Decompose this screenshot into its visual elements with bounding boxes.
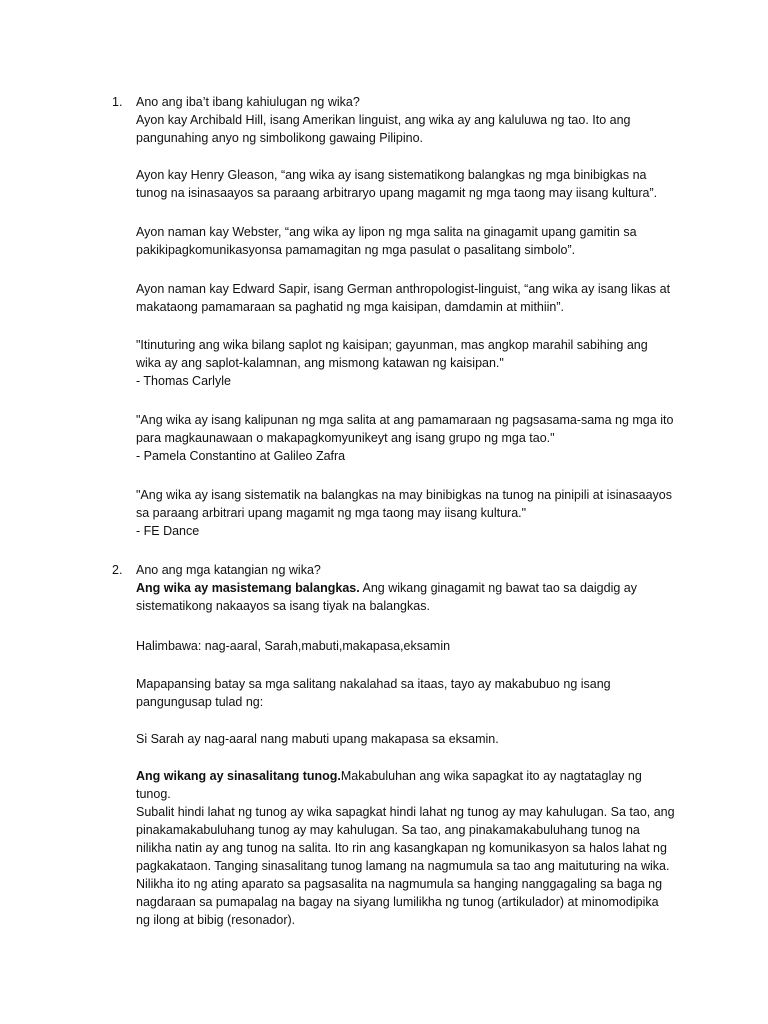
- question-2-number: 2.: [112, 563, 123, 577]
- mapapansin-paragraph: [136, 675, 676, 711]
- constantino-line-1: "Ang wika ay isang kalipunan ng mga salita at ang pamamaraan ng pagsasama-sama ng mga ito: [136, 413, 674, 427]
- gleason-line-1: Ayon kay Henry Gleason, “ang wika ay isang sistematikong balangkas ng mga binibigkas na: [136, 168, 647, 182]
- balangkas-line-2: sistematikong nakaayos sa isang tiyak na balangkas.: [136, 599, 430, 613]
- question-2-title: Ano ang mga katangian ng wika?: [136, 563, 321, 577]
- tunog-line-8: ng ilong at bibig (resonador).: [136, 913, 296, 927]
- example-sentence-paragraph: [136, 730, 676, 748]
- dance-line-1: "Ang wika ay isang sistematik na balangkas na may binibigkas na tunog na pinipili at isinasaayos: [136, 488, 672, 502]
- tunog-line-4: nilikha natin ay ang tunog na salita. Ito rin ang kasangkapan ng komunikasyon sa halos lahat ng: [136, 841, 667, 855]
- webster-line-1: Ayon naman kay Webster, “ang wika ay lipon ng mga salita na ginagamit upang gamitin sa: [136, 225, 637, 239]
- tunog-line-3: pinakamakabuluhang tunog ay may kahulugan. Sa tao, ang pinakamakabuluhang tunog na: [136, 823, 640, 837]
- tunog-line-2: Subalit hindi lahat ng tunog ay wika sapagkat hindi lahat ng tunog ay may kahulugan. Sa tao, ang: [136, 805, 675, 819]
- carlyle-quote: [136, 336, 676, 390]
- webster-paragraph: [136, 223, 676, 259]
- balangkas-text: Ang wikang ginagamit ng bawat tao sa daigdig ay: [359, 581, 637, 595]
- tunog-line-6: Nilikha ito ng ating aparato sa pagsasalita na nagmumula sa hanging nanggagaling sa baga ng: [136, 877, 663, 891]
- dance-attribution: - FE Dance: [136, 524, 200, 538]
- sapir-paragraph: [136, 280, 676, 316]
- mapapansin-line-2: pangungusap tulad ng:: [136, 695, 264, 709]
- carlyle-attribution: - Thomas Carlyle: [136, 374, 231, 388]
- constantino-quote: [136, 411, 676, 465]
- balangkas-heading: Ang wika ay masistemang balangkas.: [136, 581, 360, 595]
- tunog-line-7: nagdaraan sa pumapalag na bagay na siyang lumilikha ng tunog (artikulador) at minomodipika: [136, 895, 659, 909]
- gleason-paragraph: [136, 166, 676, 202]
- balangkas-line-1: [136, 579, 676, 597]
- gleason-line-2: tunog na isinasaayos sa paraang arbitraryo upang magamit ng mga taong may iisang kultura”.: [136, 186, 658, 200]
- halimbawa-line: Halimbawa: nag-aaral, Sarah,mabuti,makapasa,eksamin: [136, 639, 451, 653]
- sapir-line-1: Ayon naman kay Edward Sapir, isang German anthropologist-linguist, “ang wika ay isang likas at: [136, 282, 671, 296]
- hill-line-1: Ayon kay Archibald Hill, isang Amerikan linguist, ang wika ay ang kaluluwa ng tao. Ito ang: [136, 113, 631, 127]
- tunog-line-5: pagkakataon. Tanging sinasalitang tunog lamang na nagmumula sa tao ang maituturing na wika.: [136, 859, 670, 873]
- question-1-section: [136, 93, 676, 147]
- tunog-heading: Ang wikang ay sinasalitang tunog.: [136, 769, 341, 783]
- question-2-section: [136, 561, 676, 615]
- tunog-text: Makabuluhan ang wika sapagkat ito ay nagtataglay ng tunog.: [136, 769, 642, 801]
- webster-line-2: pakikipagkomunikasyonsa pamamagitan ng mga pasulat o pasalitang simbolo”.: [136, 243, 576, 257]
- constantino-attribution: - Pamela Constantino at Galileo Zafra: [136, 449, 346, 463]
- mapapansin-line-1: Mapapansing batay sa mga salitang nakalahad sa itaas, tayo ay makabubuo ng isang: [136, 677, 611, 691]
- question-1-number: 1.: [112, 95, 123, 109]
- hill-line-2: pangunahing anyo ng simbolikong gawaing Pilipino.: [136, 131, 424, 145]
- carlyle-line-2: wika ay ang saplot-kalamnan, ang mismong katawan ng kaisipan.": [136, 356, 504, 370]
- constantino-line-2: para magkaunawaan o makapagkomyunikeyt ang isang grupo ng mga tao.": [136, 431, 555, 445]
- tunog-line-1: [136, 767, 676, 803]
- carlyle-line-1: "Itinuturing ang wika bilang saplot ng kaisipan; gayunman, mas angkop marahil sabihing ang: [136, 338, 648, 352]
- dance-quote: [136, 486, 676, 540]
- halimbawa-paragraph: [136, 637, 676, 655]
- question-1-title: Ano ang iba’t ibang kahiulugan ng wika?: [136, 95, 360, 109]
- example-sentence: Si Sarah ay nag-aaral nang mabuti upang makapasa sa eksamin.: [136, 732, 499, 746]
- dance-line-2: sa paraang arbitrari upang magamit ng mga taong may iisang kultura.": [136, 506, 527, 520]
- tunog-paragraph: [136, 767, 676, 929]
- sapir-line-2: makataong pamamaraan sa paghatid ng mga kaisipan, damdamin at mithiin”.: [136, 300, 565, 314]
